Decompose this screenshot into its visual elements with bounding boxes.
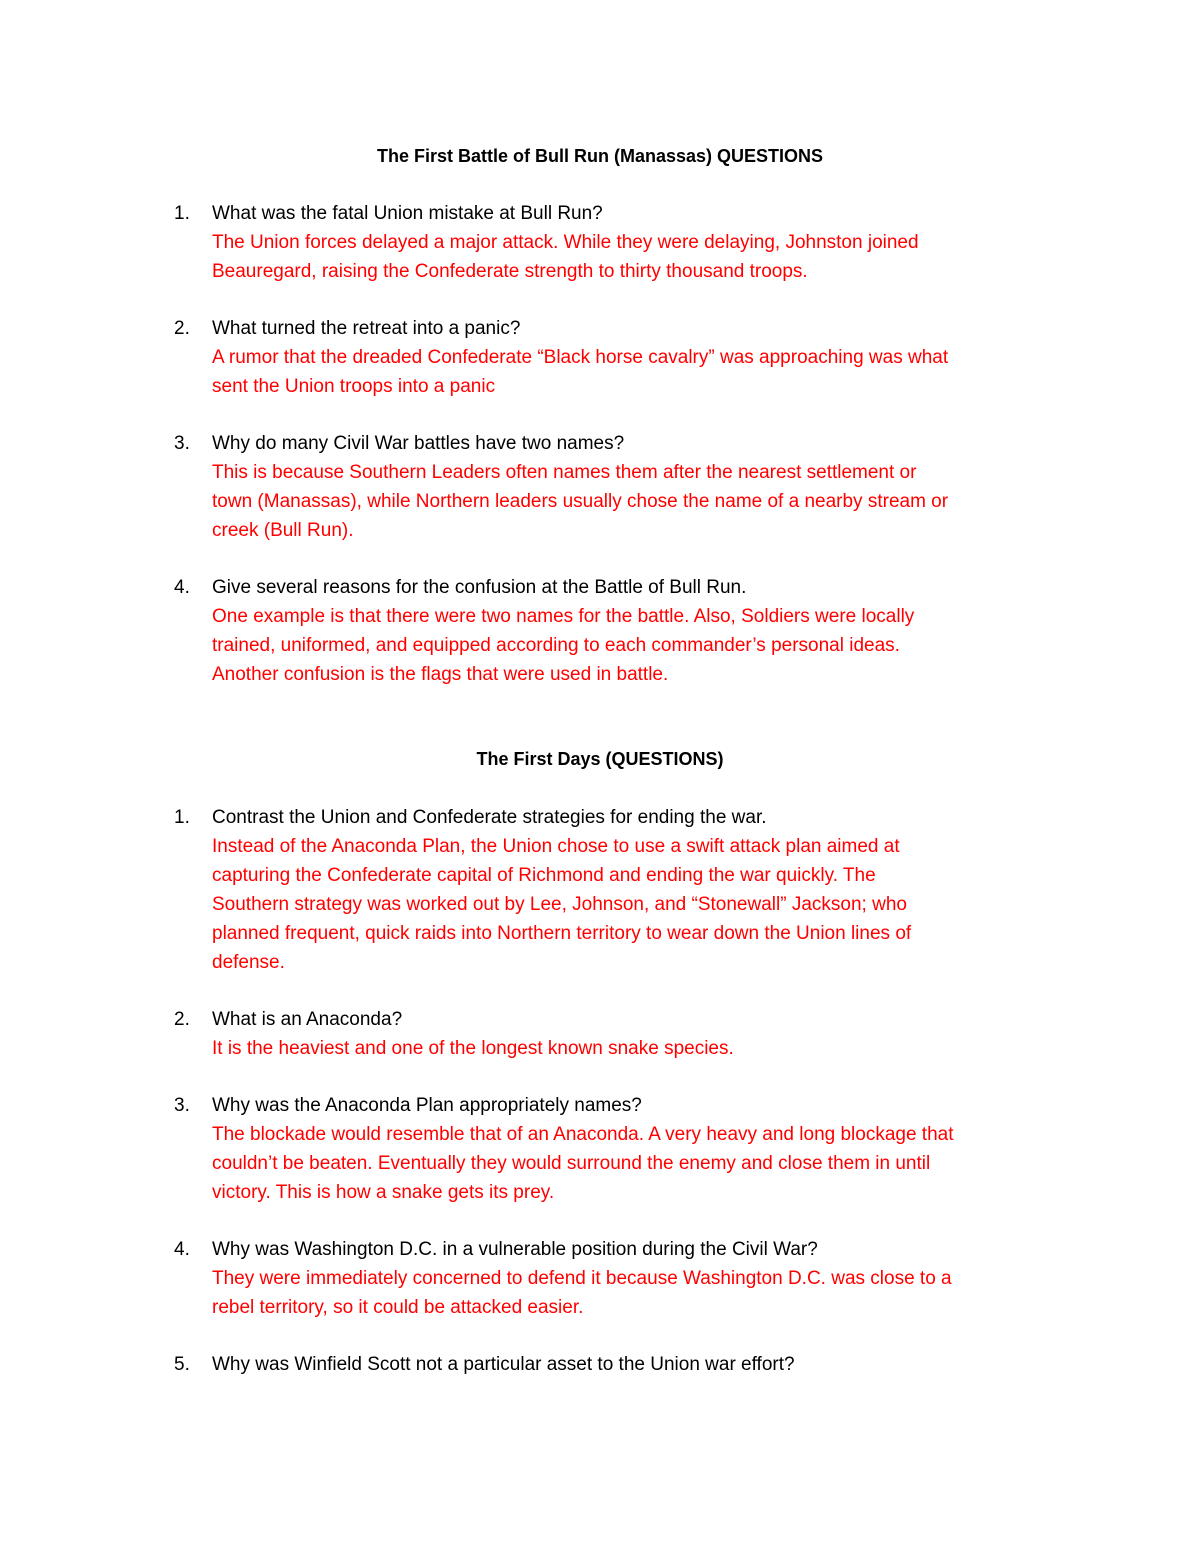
answer-line: creek (Bull Run).	[212, 520, 354, 541]
answer-text	[212, 458, 1074, 545]
answer-line: A rumor that the dreaded Confederate “Black horse cavalry” was approaching was what	[212, 347, 949, 368]
question-text: Why was the Anaconda Plan appropriately names?	[212, 1095, 642, 1116]
question-number: 3.	[174, 433, 190, 454]
answer-line: couldn’t be beaten. Eventually they would surround the enemy and close them in until	[212, 1153, 931, 1174]
question-text: Why was Winfield Scott not a particular asset to the Union war effort?	[212, 1354, 795, 1375]
question-number: 4.	[174, 577, 190, 598]
answer-line: The blockade would resemble that of an Anaconda. A very heavy and long blockage that	[212, 1124, 954, 1145]
question-number: 4.	[174, 1239, 190, 1260]
question-text: Why was Washington D.C. in a vulnerable position during the Civil War?	[212, 1239, 818, 1260]
answer-line: Another confusion is the flags that were used in battle.	[212, 664, 669, 685]
question-number: 2.	[174, 318, 190, 339]
answer-line: One example is that there were two names for the battle. Also, Soldiers were locally	[212, 606, 915, 627]
question-text: Give several reasons for the confusion at the Battle of Bull Run.	[212, 577, 747, 598]
question-number: 5.	[174, 1354, 190, 1375]
section-1-question-3	[174, 429, 1074, 545]
question-number: 2.	[174, 1009, 190, 1030]
section-2-question-1	[174, 803, 1074, 977]
answer-line: rebel territory, so it could be attacked easier.	[212, 1297, 584, 1318]
section-1-title: The First Battle of Bull Run (Manassas) QUESTIONS	[376, 146, 824, 166]
question-number: 1.	[174, 807, 190, 828]
question-text: Contrast the Union and Confederate strategies for ending the war.	[212, 807, 767, 828]
answer-line: It is the heaviest and one of the longest known snake species.	[212, 1038, 734, 1059]
answer-line: capturing the Confederate capital of Richmond and ending the war quickly. The	[212, 865, 876, 886]
answer-line: Instead of the Anaconda Plan, the Union chose to use a swift attack plan aimed at	[212, 836, 900, 857]
answer-line: sent the Union troops into a panic	[212, 376, 496, 397]
answer-line: town (Manassas), while Northern leaders usually chose the name of a nearby stream or	[212, 491, 949, 512]
section-2-title: The First Days (QUESTIONS)	[476, 749, 724, 769]
answer-text	[212, 1034, 1074, 1063]
section-2-question-2	[174, 1005, 1074, 1063]
answer-line: They were immediately concerned to defend it because Washington D.C. was close to a	[212, 1268, 952, 1289]
section-2-question-4	[174, 1235, 1074, 1322]
answer-text	[212, 1264, 1074, 1322]
answer-line: victory. This is how a snake gets its prey.	[212, 1182, 555, 1203]
question-text: What is an Anaconda?	[212, 1009, 403, 1030]
answer-text	[212, 228, 1074, 286]
section-1-question-4	[174, 573, 1074, 689]
section-2-question-3	[174, 1091, 1074, 1207]
answer-text	[212, 343, 1074, 401]
answer-line: Southern strategy was worked out by Lee, Johnson, and “Stonewall” Jackson; who	[212, 894, 907, 915]
answer-line: defense.	[212, 952, 285, 973]
answer-line: The Union forces delayed a major attack. While they were delaying, Johnston joined	[212, 232, 919, 253]
answer-text	[212, 1120, 1074, 1207]
section-1-question-2	[174, 314, 1074, 401]
section-1-question-1	[174, 199, 1074, 286]
question-number: 3.	[174, 1095, 190, 1116]
question-number: 1.	[174, 203, 190, 224]
answer-line: trained, uniformed, and equipped according to each commander’s personal ideas.	[212, 635, 900, 656]
answer-line: planned frequent, quick raids into Northern territory to wear down the Union lines of	[212, 923, 912, 944]
answer-text	[212, 832, 1074, 977]
answer-line: Beauregard, raising the Confederate strength to thirty thousand troops.	[212, 261, 808, 282]
answer-line: This is because Southern Leaders often names them after the nearest settlement or	[212, 462, 917, 483]
question-text: Why do many Civil War battles have two names?	[212, 433, 625, 454]
question-text: What turned the retreat into a panic?	[212, 318, 521, 339]
answer-text	[212, 602, 1074, 689]
question-text: What was the fatal Union mistake at Bull Run?	[212, 203, 603, 224]
section-2-question-5	[174, 1350, 1074, 1379]
